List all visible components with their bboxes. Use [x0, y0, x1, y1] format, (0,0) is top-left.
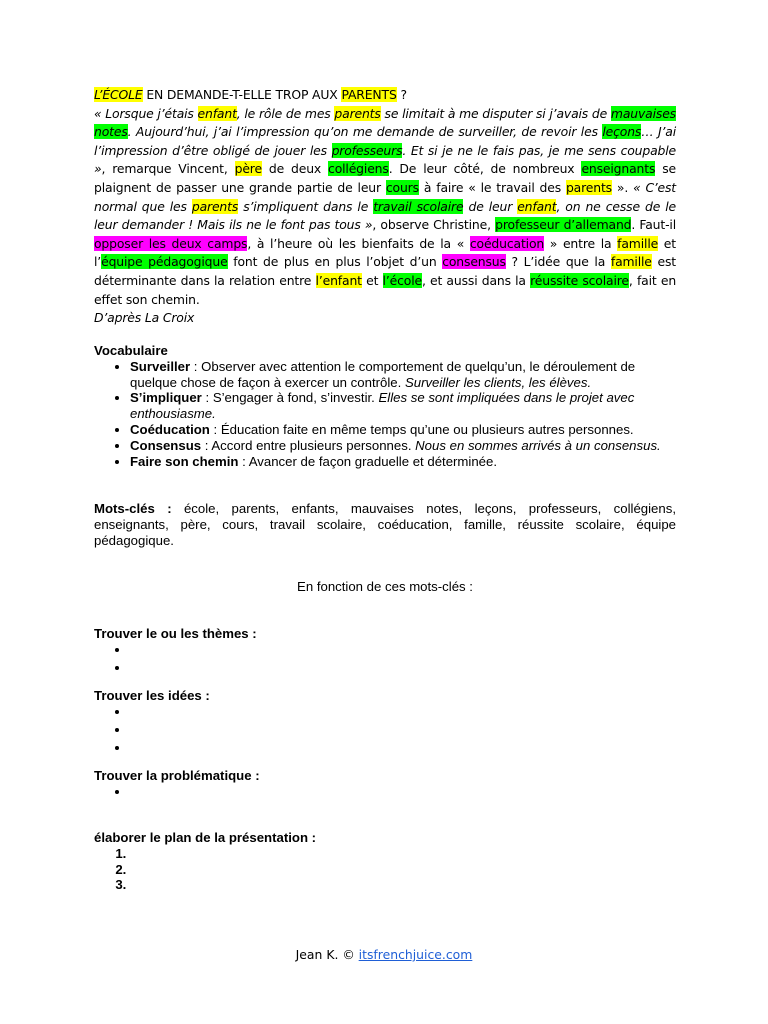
vocab-term: Surveiller: [130, 358, 191, 374]
highlighted-term: père: [234, 161, 262, 177]
article-text: « Lorsque j’étais: [94, 105, 198, 121]
highlighted-term: travail scolaire: [373, 198, 464, 214]
vocab-term: Consensus: [130, 437, 202, 453]
highlighted-term: équipe pédagogique: [101, 254, 228, 270]
vocab-definition: Avancer de façon graduelle et déterminée.: [248, 453, 498, 469]
task-ideas-heading: Trouver les idées :: [94, 688, 210, 703]
article-text: » entre la: [544, 235, 618, 251]
highlighted-term: collégiens: [328, 161, 389, 177]
article-text: se limitait à me disputer si j’avais de: [380, 105, 611, 121]
vocab-separator: :: [201, 437, 212, 453]
article-text: , remarque Vincent,: [101, 161, 235, 177]
vocabulary-section: [94, 343, 676, 469]
vocab-separator: :: [238, 453, 249, 469]
keywords-list: école, parents, enfants, mauvaises notes, leçons, professeurs, collégiens, enseignants, père, cours, travail scolaire, coéducation, famille, réussite scolaire, équipe pédagogique.: [94, 501, 676, 548]
ideas-bullets: [94, 704, 676, 758]
vocab-definition: S’engager à fond, s’investir.: [212, 390, 379, 406]
article-text: , à l’heure où les bienfaits de la «: [247, 235, 470, 251]
highlighted-term: coéducation: [469, 235, 545, 251]
vocab-separator: :: [190, 358, 202, 374]
title-end: ?: [396, 87, 407, 102]
empty-bullet: [130, 740, 676, 758]
highlighted-term: famille: [617, 235, 659, 251]
article-text: . Faut-il: [631, 217, 676, 233]
article-text: de leur: [463, 198, 518, 214]
task-problem-heading: Trouver la problématique :: [94, 768, 260, 783]
article-text: s’impliquent dans le: [238, 198, 374, 214]
article-title: [94, 86, 676, 105]
article-text: se plaignent de passer une grande partie de leur: [94, 161, 676, 195]
instruction-section: [94, 579, 676, 595]
article-text: , et aussi dans la: [421, 272, 531, 288]
article-text: « C’est normal que les: [94, 179, 677, 214]
highlighted-term: l’enfant: [315, 272, 362, 288]
empty-bullet: [130, 660, 676, 678]
footer-link[interactable]: itsfrenchjuice.com: [358, 947, 473, 962]
vocab-example: Nous en sommes arrivés à un consensus.: [415, 437, 661, 453]
problem-bullets: [94, 784, 676, 802]
footer-author: Jean K. ©: [295, 947, 359, 962]
task-problem: [94, 768, 676, 802]
plan-item: [130, 862, 676, 878]
highlighted-term: enseignants: [581, 161, 656, 177]
vocab-definition: Éducation faite en même temps qu’une ou plusieurs autres personnes.: [220, 421, 634, 437]
title-highlight-parents: PARENTS: [341, 87, 397, 102]
plan-list: [94, 846, 676, 893]
article-text: de deux: [261, 161, 329, 177]
vocab-item: [130, 454, 676, 470]
article-text: , fait en effet son chemin.: [94, 272, 677, 307]
highlighted-term: famille: [610, 254, 652, 270]
article-text: ? L’idée que la: [505, 254, 611, 270]
highlighted-term: professeurs: [331, 142, 403, 158]
highlighted-term: leçons: [602, 124, 642, 140]
vocab-separator: :: [201, 390, 213, 406]
task-themes: [94, 626, 676, 678]
vocab-example: Surveiller les clients, les élèves.: [404, 374, 592, 390]
vocab-item: [130, 390, 676, 422]
highlighted-term: parents: [565, 179, 612, 195]
task-plan: [94, 830, 676, 893]
keywords-paragraph: [94, 501, 676, 548]
article-text: … J’ai l’impression d’être obligé de jouer les: [94, 124, 676, 158]
article-text: , on ne cesse de le leur demander ! Mais ils ne le font pas tous »: [94, 198, 676, 233]
vocabulary-list: [94, 359, 676, 470]
highlighted-term: cours: [385, 179, 419, 195]
task-plan-heading: élaborer le plan de la présentation :: [94, 830, 317, 845]
keywords-section: [94, 501, 676, 548]
title-text: EN DEMANDE-T-ELLE TROP AUX: [142, 87, 342, 102]
vocab-example: Elles se sont impliquées dans le projet avec enthousiasme.: [130, 390, 635, 422]
vocab-definition: Observer avec attention le comportement de quelqu’un, le déroulement de quelque chose de façon à exercer un contrôle.: [130, 358, 636, 390]
vocab-term: Coéducation: [130, 421, 210, 437]
plan-item: [130, 846, 676, 862]
empty-bullet: [130, 722, 676, 740]
empty-bullet: [130, 704, 676, 722]
highlighted-term: mauvaises notes: [94, 105, 676, 140]
empty-bullet: [130, 784, 676, 802]
article-text: , observe Christine,: [372, 217, 496, 233]
highlighted-term: professeur d’allemand: [495, 217, 632, 233]
highlighted-term: enfant: [517, 198, 557, 214]
title-highlight-ecole: L’ÉCOLE: [94, 87, 143, 102]
article-text: , le rôle de mes: [236, 105, 335, 121]
article-text: et l’: [94, 235, 676, 270]
article-text: font de plus en plus l’objet d’un: [227, 254, 443, 270]
footer: [0, 947, 768, 962]
highlighted-term: l’école: [382, 272, 422, 288]
highlighted-term: parents: [191, 198, 239, 214]
vocab-term: S’impliquer: [130, 390, 202, 406]
highlighted-term: parents: [334, 105, 381, 121]
vocab-separator: :: [209, 421, 221, 437]
vocab-item: [130, 359, 676, 391]
article-text: à faire « le travail des: [418, 179, 566, 195]
plan-item: [130, 877, 676, 893]
highlighted-term: consensus: [442, 254, 506, 270]
article-text: . Et si je ne le fais pas, je me sens coupable »: [94, 142, 677, 177]
task-ideas: [94, 688, 676, 758]
highlighted-term: opposer les deux camps: [94, 235, 248, 251]
vocab-item: [130, 438, 676, 454]
vocabulary-heading: Vocabulaire: [94, 343, 168, 358]
article: [94, 86, 676, 328]
article-body: [94, 105, 676, 310]
article-text: est déterminante dans la relation entre: [94, 254, 676, 288]
article-text: et: [361, 272, 383, 288]
vocab-item: [130, 422, 676, 438]
instruction-text: En fonction de ces mots-clés :: [297, 579, 473, 594]
highlighted-term: réussite scolaire: [530, 272, 629, 288]
empty-bullet: [130, 642, 676, 660]
keywords-label: Mots-clés :: [94, 501, 172, 516]
vocab-definition: Accord entre plusieurs personnes.: [211, 437, 416, 453]
highlighted-term: enfant: [197, 105, 237, 121]
article-source: D’après La Croix: [94, 310, 195, 326]
article-text: . De leur côté, de nombreux: [388, 161, 582, 177]
task-themes-heading: Trouver le ou les thèmes :: [94, 626, 257, 641]
article-text: . Aujourd’hui, j’ai l’impression qu’on me demande de surveiller, de revoir les: [127, 124, 603, 140]
themes-bullets: [94, 642, 676, 678]
vocab-term: Faire son chemin: [130, 453, 239, 469]
article-text: ».: [612, 179, 634, 195]
